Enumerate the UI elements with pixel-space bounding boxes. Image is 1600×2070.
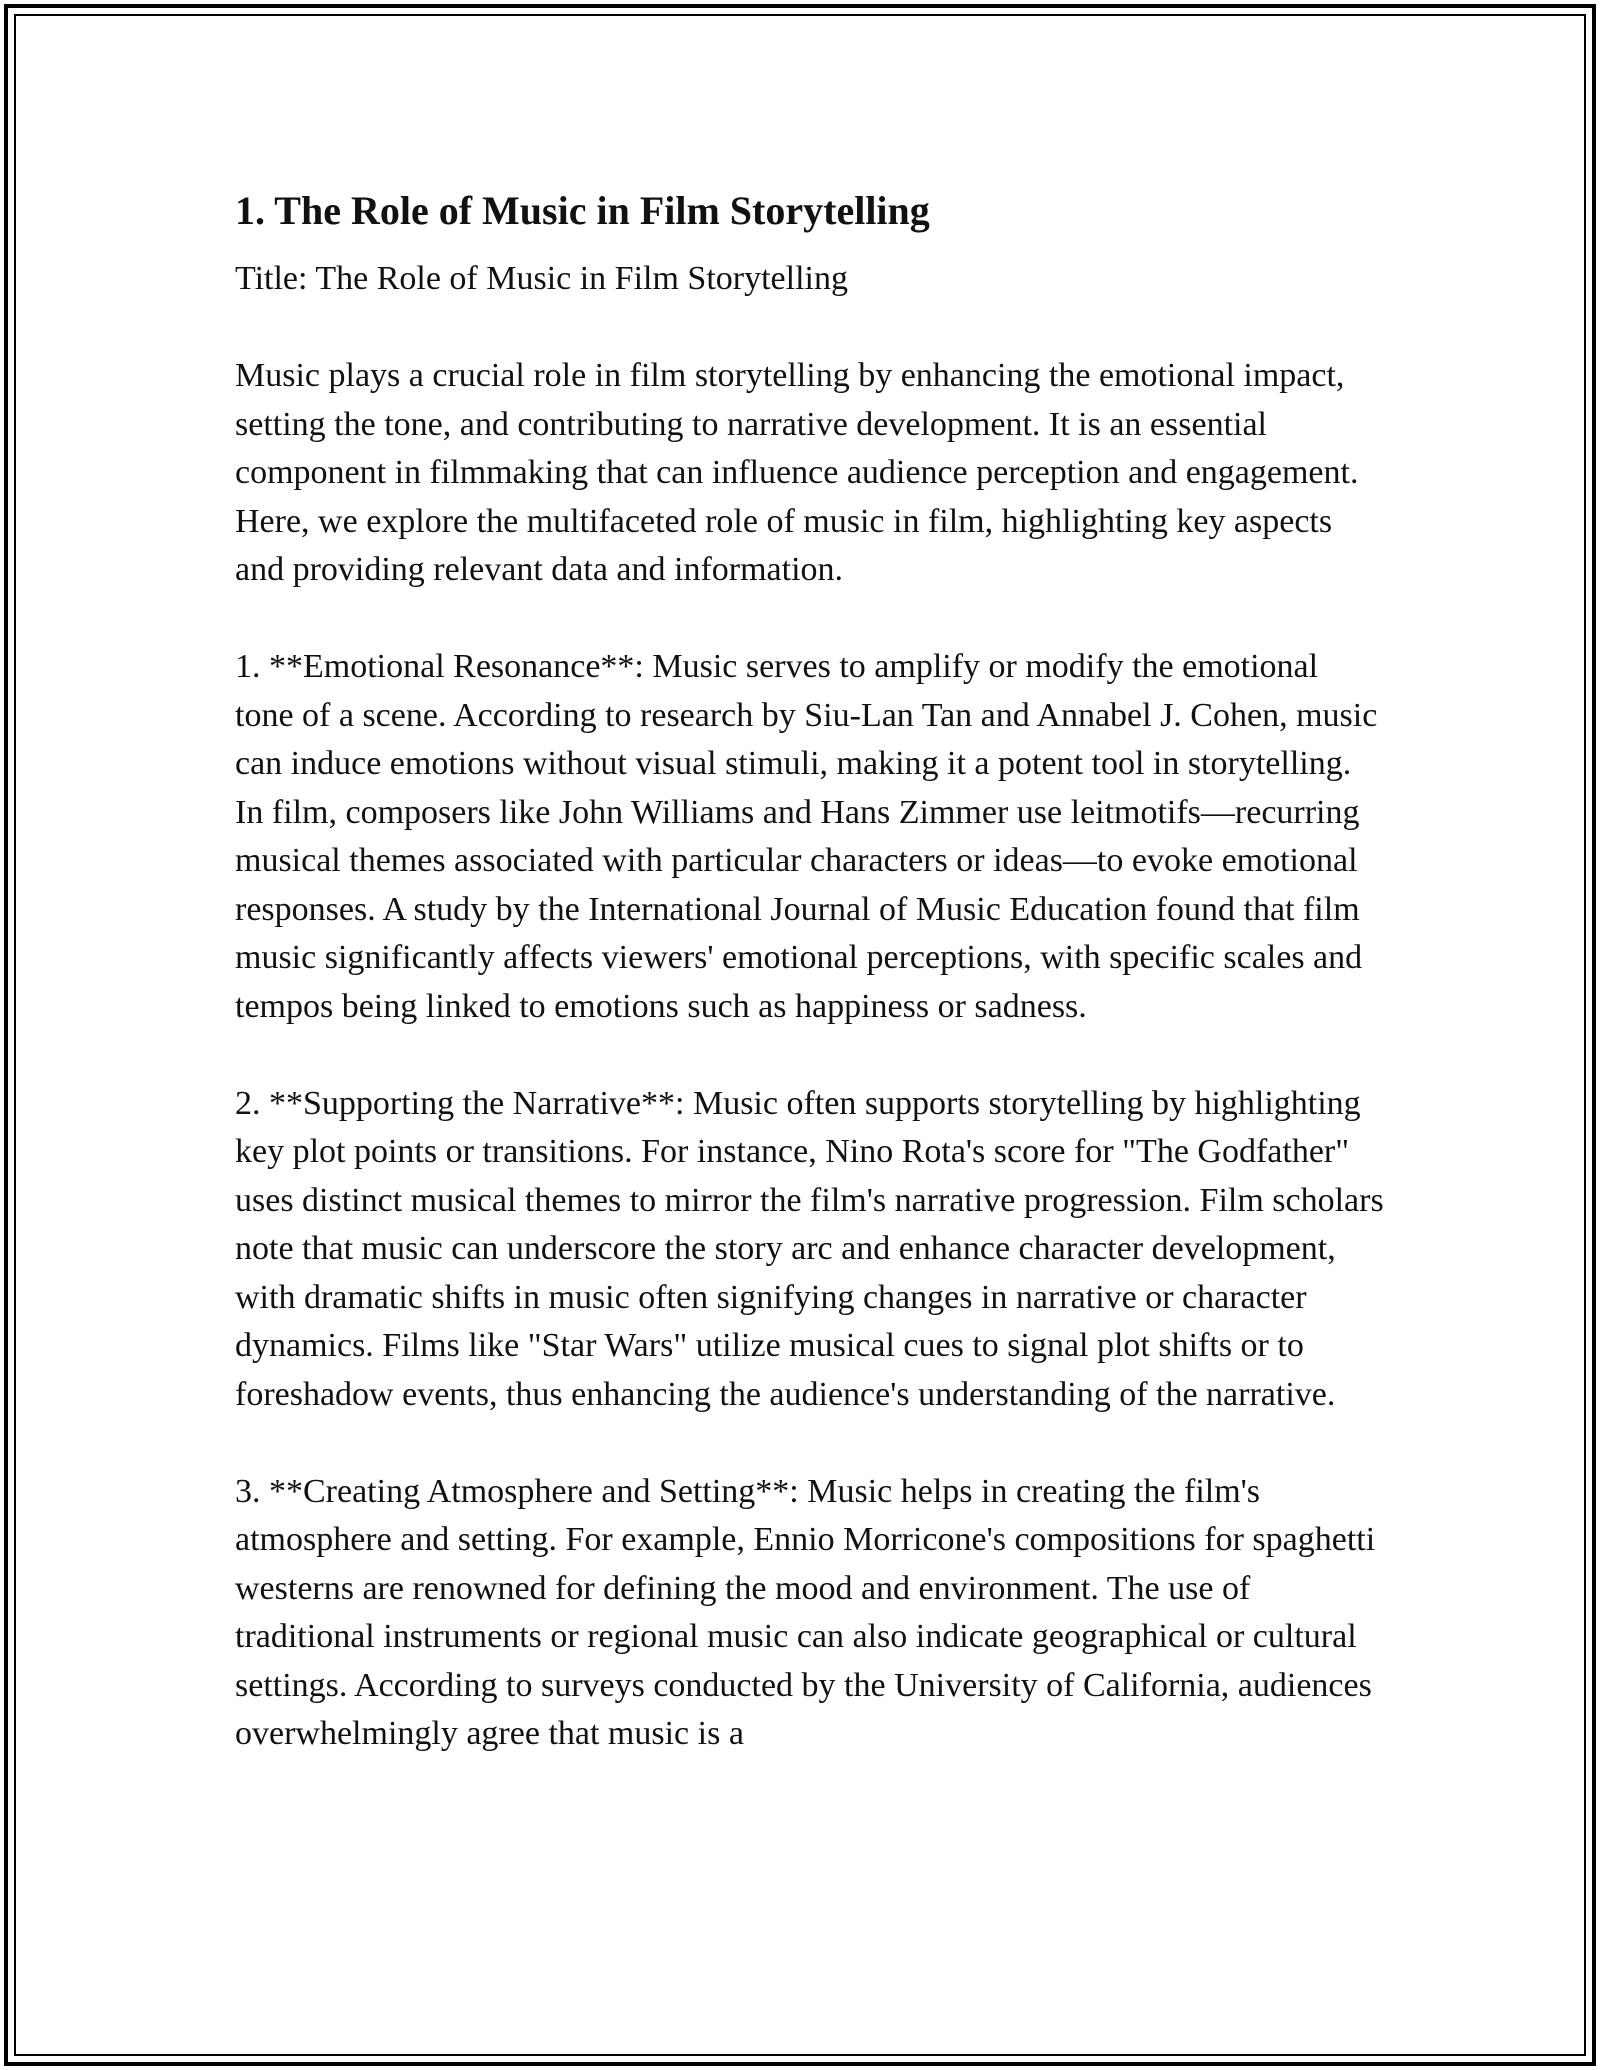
intro-paragraph: Music plays a crucial role in film storytelling by enhancing the emotional impact, setting the tone, and contributing to narrative development. It is an essential component in filmmaking that can influence audience perception and engagement. Here, we explore the multifaceted role of music in film, highlighting key aspects and providing relevant data and information. (235, 357, 1359, 588)
section-atmosphere-setting: 3. **Creating Atmosphere and Setting**: Music helps in creating the film's atmosphere and setting. For example, Ennio Morricone's compositions for spaghetti westerns are renowned for defining the mood and environment. The use of traditional instruments or regional music can also indicate geographical or cultural settings. According to surveys conducted by the University of California, audiences overwhelmingly agree that music is a (235, 1472, 1376, 1752)
section-supporting-narrative: 2. **Supporting the Narrative**: Music often supports storytelling by highlighting key plot points or transitions. For instance, Nino Rota's score for "The Godfather" uses distinct musical themes to mirror the film's narrative progression. Film scholars note that music can underscore the story arc and enhance character development, with dramatic shifts in music often signifying changes in narrative or character dynamics. Films like "Star Wars" utilize musical cues to signal plot shifts or to foreshadow events, thus enhancing the audience's understanding of the narrative. (235, 1084, 1384, 1413)
page-heading: 1. The Role of Music in Film Storytelling (235, 188, 930, 233)
document-body (235, 185, 1385, 1807)
title-line: Title: The Role of Music in Film Storytelling (235, 260, 848, 297)
section-emotional-resonance: 1. **Emotional Resonance**: Music serves to amplify or modify the emotional tone of a scene. According to research by Siu-Lan Tan and Annabel J. Cohen, music can induce emotions without visual stimuli, making it a potent tool in storytelling. In film, composers like John Williams and Hans Zimmer use leitmotifs—recurring musical themes associated with particular characters or ideas—to evoke emotional responses. A study by the International Journal of Music Education found that film music significantly affects viewers' emotional perceptions, with specific scales and tempos being linked to emotions such as happiness or sadness. (235, 648, 1378, 1025)
